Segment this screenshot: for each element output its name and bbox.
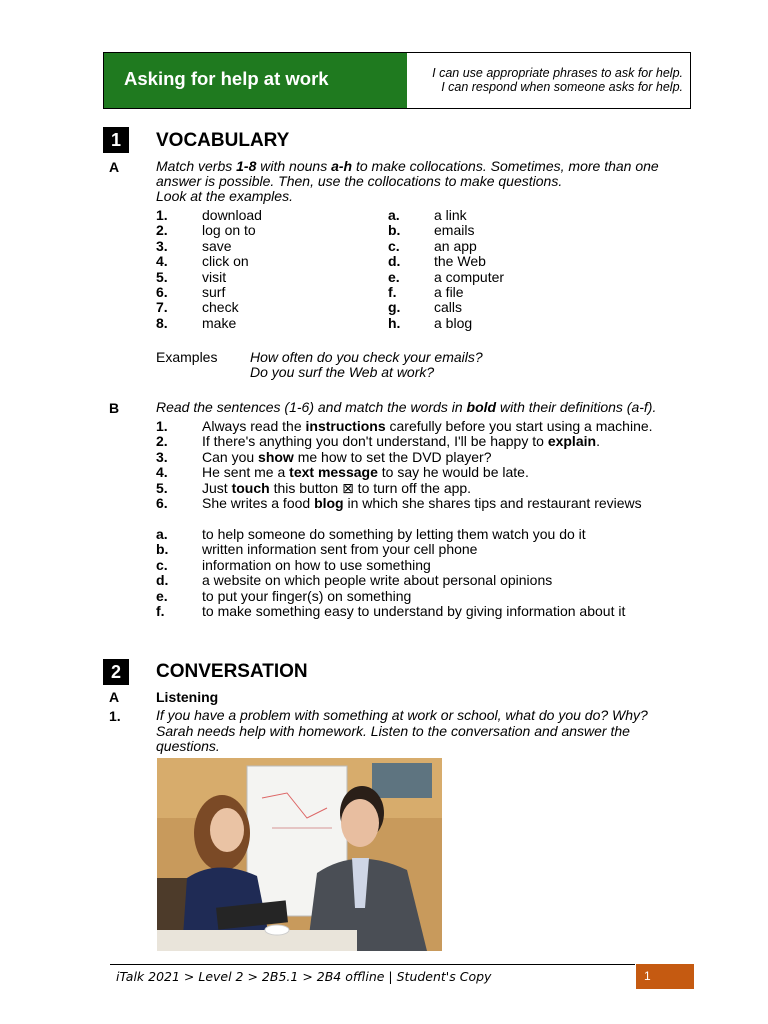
- noun-item: b. emails: [388, 222, 475, 239]
- sentence-item: 6. She writes a food blog in which she shares tips and restaurant reviews: [156, 494, 642, 511]
- page-number-box: [636, 964, 694, 989]
- page-title: Asking for help at work: [124, 68, 329, 89]
- office-photo: [157, 758, 442, 951]
- verb-item: 7. check: [156, 299, 239, 316]
- noun-item: c. an app: [388, 237, 477, 254]
- woman-face: [210, 808, 244, 852]
- noun-list: [388, 208, 504, 331]
- verb-item: 3. save: [156, 237, 232, 254]
- listening-subtitle: Listening: [156, 689, 219, 705]
- listening-item-number: 1.: [109, 708, 121, 724]
- goal-1: I can use appropriate phrases to ask for help.: [432, 66, 683, 80]
- footer-divider: [110, 964, 635, 965]
- footer-text: iTalk 2021 > Level 2 > 2B5.1 > 2B4 offline | Student's Copy: [116, 969, 492, 984]
- wall-frame: [372, 763, 432, 798]
- sentence-list: [156, 419, 653, 511]
- verb-item: 2. log on to: [156, 222, 256, 239]
- noun-item: f. a file: [388, 283, 464, 300]
- man-face: [341, 799, 379, 847]
- section-2-title: CONVERSATION: [156, 661, 308, 682]
- listening-question-line-1: If you have a problem with something at work or school, what do you do? Why?: [156, 707, 648, 723]
- section-1-title: VOCABULARY: [156, 130, 290, 151]
- definition-list: [156, 527, 625, 619]
- noun-item: g. calls: [388, 299, 463, 316]
- section-1-number: 1: [103, 127, 129, 153]
- examples-label: Examples: [156, 349, 218, 365]
- definition-item: e. to put your finger(s) on something: [156, 587, 412, 604]
- part-a-instruction-line-3: Look at the examples.: [156, 188, 293, 204]
- listening-question-line-3: questions.: [156, 738, 220, 754]
- page-number: 1: [644, 969, 651, 983]
- verb-item: 4. click on: [156, 253, 249, 270]
- sentence-item: 2. If there's anything you don't understand, I'll be happy to explain.: [156, 433, 600, 450]
- verb-item: 8. make: [156, 314, 237, 331]
- sentence-item: 1. Always read the instructions carefully before you start using a machine.: [156, 418, 653, 434]
- part-b-label: B: [109, 400, 120, 416]
- section-2-part-a-label: A: [109, 689, 120, 705]
- part-a-instruction-line-2: answer is possible. Then, use the collocations to make questions.: [156, 173, 563, 189]
- example-2: Do you surf the Web at work?: [250, 364, 435, 380]
- verb-list: [156, 208, 262, 331]
- definition-item: d. a website on which people write about personal opinions: [156, 572, 553, 589]
- part-b-instruction: Read the sentences (1-6) and match the words in bold with their definitions (a-f).: [156, 399, 657, 415]
- definition-item: a. to help someone do something by letting them watch you do it: [156, 526, 586, 542]
- noun-item: h. a blog: [388, 314, 473, 331]
- section-2-number: 2: [103, 659, 129, 685]
- noun-item: a. a link: [388, 207, 467, 223]
- verb-item: 6. surf: [156, 283, 226, 300]
- verb-item: 1. download: [156, 207, 262, 223]
- definition-item: f. to make something easy to understand by giving information about it: [156, 602, 626, 619]
- coffee-cup: [265, 925, 289, 935]
- part-a-instruction-line-1: Match verbs 1-8 with nouns a-h to make collocations. Sometimes, more than one: [156, 158, 659, 174]
- table: [157, 930, 357, 951]
- definition-item: b. written information sent from your cell phone: [156, 541, 478, 558]
- sentence-item: 4. He sent me a text message to say he would be late.: [156, 464, 529, 481]
- noun-item: e. a computer: [388, 268, 505, 285]
- example-1: How often do you check your emails?: [250, 349, 483, 365]
- goal-2: I can respond when someone asks for help.: [441, 80, 683, 94]
- definition-item: c. information on how to use something: [156, 556, 431, 573]
- verb-item: 5. visit: [156, 268, 227, 285]
- part-a-label: A: [109, 159, 120, 175]
- sentence-item: 5. Just touch this button ⊠ to turn off the app.: [156, 479, 472, 496]
- listening-question-line-2: Sarah needs help with homework. Listen to the conversation and answer the: [156, 723, 630, 739]
- sentence-item: 3. Can you show me how to set the DVD player?: [156, 448, 492, 465]
- noun-item: d. the Web: [388, 253, 486, 270]
